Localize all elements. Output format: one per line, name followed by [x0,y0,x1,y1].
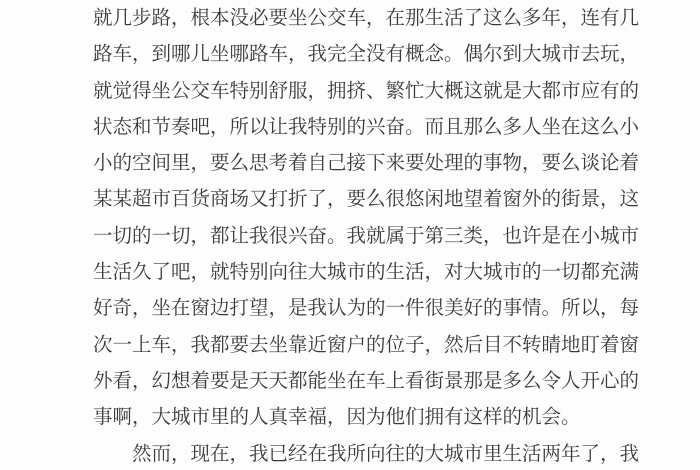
text-line: 就觉得坐公交车特别舒服，拥挤、繁忙大概这就是大都市应有的 [93,80,640,102]
text-line: 生活久了吧，就特别向往大城市的生活，对大城市的一切都充满 [93,262,640,284]
text-line: 小的空间里，要么思考着自己接下来要处理的事物，要么谈论着 [93,153,640,175]
text-line: 好奇，坐在窗边打望，是我认为的一件很美好的事情。所以，每 [93,298,640,320]
text-line: 就几步路，根本没必要坐公交车，在那生活了这么多年，连有几 [93,8,640,29]
text-line: 某某超市百货商场又打折了，要么很悠闲地望着窗外的街景，这 [93,189,640,211]
text-line paragraph-start: 然而，现在，我已经在我所向往的大城市里生活两年了，我 [93,443,640,465]
text-line: 路车，到哪儿坐哪路车，我完全没有概念。偶尔到大城市去玩， [93,44,640,66]
text-line: 外看，幻想着要是天天都能坐在车上看街景那是多么令人开心的 [93,370,640,392]
text-line: 事啊，大城市里的人真幸福，因为他们拥有这样的机会。 [93,407,581,429]
text-line: 状态和节奏吧，所以让我特别的兴奋。而且那么多人坐在这么小 [93,116,640,138]
text-line: 一切的一切，都让我很兴奋。我就属于第三类，也许是在小城市 [93,225,640,247]
essay-text-block [93,1,642,470]
text-line: 次一上车，我都要去坐靠近窗户的位子，然后目不转睛地盯着窗 [93,334,640,356]
